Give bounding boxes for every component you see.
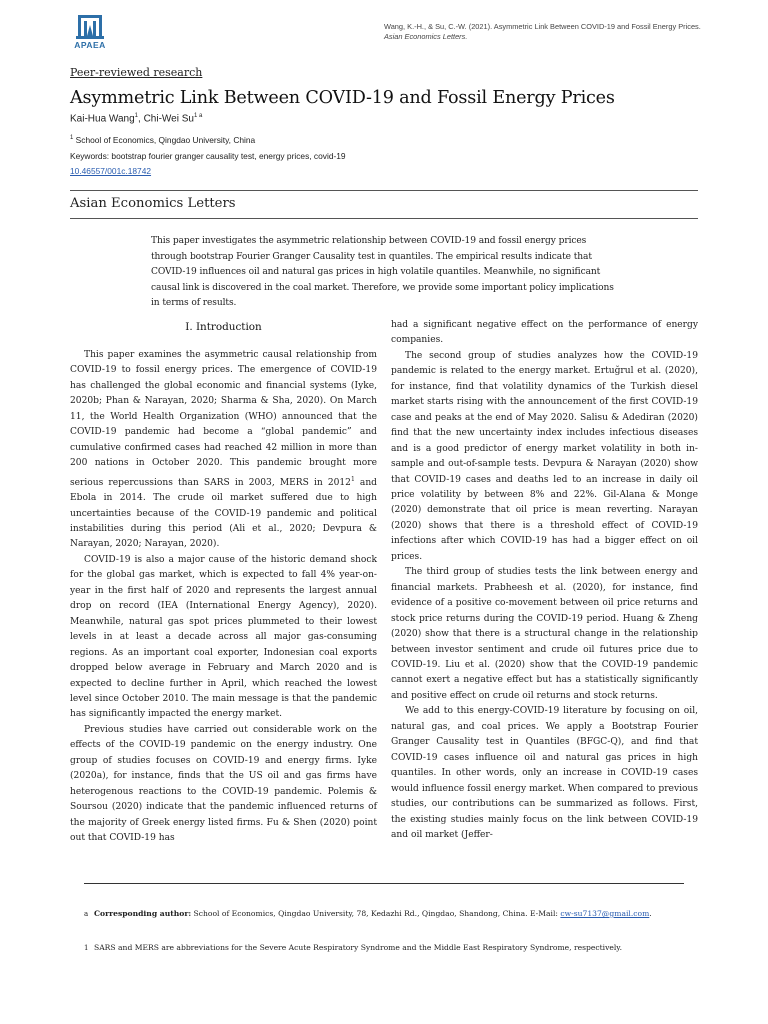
author-affiliation-mark: 1 [134,113,139,119]
paragraph-text: This paper examines the asymmetric causal relationship from COVID-19 to fossil energy prices. The emergence of COVID-19 has challenged the global economic and financial systems (Iyke, 2020b; Phan & Narayan, 2020; Sharma & Sha, 2020). On March 11, the World Health Organization (WHO) announced that the COVID-19 pandemic had become a “global pandemic” and cumulative confirmed cases had reached 42 million in more than 200 nations in October 2020. This pandemic brought more serious repercussions than SARS in 2003, MERS in 2012 [70,350,377,488]
abstract: This paper investigates the asymmetric relationship between COVID-19 and fossil energy prices through bootstrap Fourier Granger Causality test in quantiles. The empirical results indicate that COVID-19 influences oil and natural gas prices in high volatile quantiles. Meanwhile, no significant causal link is discovered in the coal market. Therefore, we provide some important policy implications in terms of results. [151,236,614,308]
email-link[interactable]: cw-su7137@gmail.com [560,909,650,918]
doi-link[interactable]: 10.46557/001c.18742 [70,166,152,176]
column-building-icon [70,14,110,40]
affiliation-text: School of Economics, Qingdao University, China [75,135,256,145]
author-list: Kai-Hua Wang$^1$, Chi-Wei $Su^{1 a}$ [70,113,203,125]
footnote-text: SARS and MERS are abbreviations for the Severe Acute Respiratory Syndrome and the Middle East Respiratory Syndrome, respectively. [94,943,622,952]
body-column-right [391,318,698,843]
body-paragraph: We add to this energy-COVID-19 literature by focusing on oil, natural gas, and coal prices. We apply a Bootstrap Fourier Granger Causality test in Quantiles (BFGC-Q), and find that COVID-19 cases influence oil and natural gas prices in high quantiles. In other words, only an increase in COVID-19 cases would influence fossil energy market. When compared to previous studies, our contributions can be summarized as follows. First, the existing studies mainly focus on the link between COVID-19 and oil market (Jeffer- [391,706,698,840]
citation-header [384,22,704,42]
footnote-text: School of Economics, Qingdao University, 78, Kedazhi Rd., Qingdao, Shandong, China. E-Mail: [191,909,561,918]
author-affiliation-mark: 1 a [193,113,203,119]
paragraph-text: and Ebola in 2014. The crude oil market suffered due to high uncertainties because of the COVID-19 pandemic and political instabilities during this period (Ali et al., 2020; Devpura & Narayan, 2020; Narayan, 2020). [70,477,377,550]
author-name: Chi-Wei Su [143,113,194,125]
footnote-1 [84,942,704,954]
footnote-corresponding [84,908,704,920]
footnote-label: Corresponding author: [94,909,192,918]
publisher-logo [70,14,110,52]
body-column-left [70,318,377,847]
article-category[interactable]: Peer-reviewed research [70,66,203,79]
body-paragraph: COVID-19 is also a major cause of the historic demand shock for the global gas market, which is expected to fall 4% year-on-year in the first half of 2020 and represents the largest annual drop on record (IEA (International Energy Agency), 2020). Meanwhile, natural gas spot prices plummeted to their lowest levels in at least a decade across all major gas-consuming regions. As an important coal exporter, Indonesian coal exports dropped below average in February and March 2020 and is expected to decline further in April, which reached the lowest level since October 2010. The main message is that the pandemic has significantly impacted the energy market. [70,554,377,720]
footnote-divider [84,883,684,884]
affiliation [70,135,255,145]
body-paragraph: had a significant negative effect on the performance of energy companies. [391,320,698,346]
footnote-mark: 1 [84,944,89,952]
divider [70,190,698,191]
footnote-mark: a [84,910,89,918]
author-name: Kai-Hua Wang [70,113,135,125]
footnote-text: . [649,909,652,918]
article-title: Asymmetric Link Between COVID-19 and Fossil Energy Prices [70,88,615,108]
logo-text: APAEA [74,40,106,50]
section-heading: I. Introduction [185,321,262,333]
journal-name: Asian Economics Letters [70,196,236,211]
keywords: Keywords: bootstrap fourier granger causality test, energy prices, covid-19 [70,151,346,161]
citation-text: Wang, K.-H., & Su, C.-W. (2021). Asymmetric Link Between COVID-19 and Fossil Energy Prices. [384,22,701,31]
divider [70,218,698,219]
affiliation-mark: 1 [70,135,74,142]
body-paragraph [70,348,377,553]
body-paragraph: Previous studies have carried out considerable work on the effects of the COVID-19 pandemic on the energy industry. One group of studies focuses on COVID-19 and energy firms. Iyke (2020a), for instance, finds that the US oil and gas firms have heterogenous reactions to the COVID-19 pandemic. Polemis & Soursou (2020) indicate that the pandemic influenced returns of the majority of Greek energy listed firms. Fu & Shen (2020) point out that COVID-19 has [70,724,377,844]
body-paragraph: The third group of studies tests the link between energy and financial markets. Prabheesh et al. (2020), for instance, find evidence of a positive co-movement between oil price returns and stock price returns during the COVID-19 period. Huang & Zheng (2020) show that there is a structural change in the relationship between investor sentiment and crude oil futures price due to COVID-19. Liu et al. (2020) show that the COVID-19 pandemic cannot exert a negative effect but has a statistically significantly and positive effect on crude oil returns and stock returns. [391,567,698,701]
citation-journal: Asian Economics Letters. [384,32,468,41]
footnote-ref[interactable]: 1 [350,475,355,483]
body-paragraph: The second group of studies analyzes how the COVID-19 pandemic is related to the energy market. Ertuğrul et al. (2020), for instance, find that volatility dynamics of the Turkish diesel market starts rising with the announcement of the first COVID-19 case and peaks at the end of May 2020. Salisu & Adediran (2020) find that the new uncertainty index includes infectious diseases and is a good predictor of energy market volatility in both in-sample and out-of-sample tests. Devpura & Narayan (2020) show that COVID-19 cases and deaths led to an increase in daily oil price volatility by between 8% and 22%. Gil-Alana & Monge (2020) demonstrate that oil price is mean reverting. Narayan (2020) shows that there is a threshold effect of COVID-19 infections after which COVID-19 has had a bigger effect on oil prices. [391,350,698,562]
